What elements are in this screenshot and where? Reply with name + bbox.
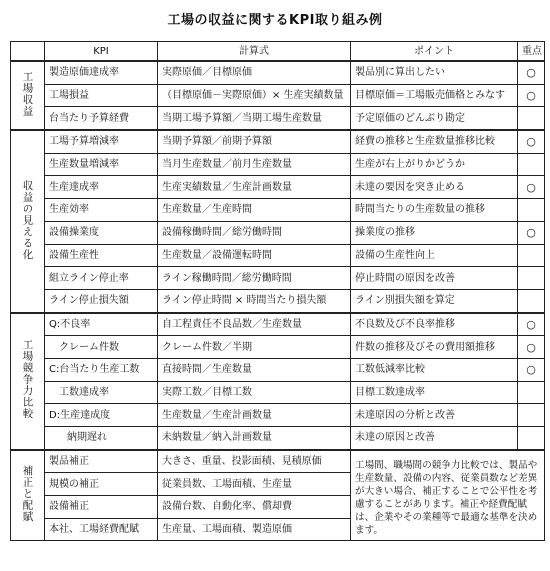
table-row — [11, 450, 545, 473]
priority-mark: ○ — [518, 358, 545, 381]
table-row — [11, 427, 545, 450]
table-row — [11, 289, 545, 312]
priority-mark — [518, 267, 545, 290]
section-competitiveness — [11, 313, 545, 450]
header-point: ポイント — [351, 42, 518, 62]
formula-cell: 従業員数、工場面積、生産量 — [158, 473, 351, 496]
formula-cell: クレーム件数／半期 — [158, 336, 351, 359]
priority-mark: ○ — [518, 221, 545, 244]
point-cell: 不良数及び不良率推移 — [351, 313, 518, 336]
formula-cell: 生産量、工場面積、製造原価 — [158, 518, 351, 541]
kpi-cell: 設備生産性 — [45, 244, 158, 267]
kpi-cell: 台当たり予算経費 — [45, 107, 158, 130]
kpi-cell: 生産達成率 — [45, 176, 158, 199]
priority-mark — [518, 199, 545, 222]
kpi-cell: クレーム件数 — [45, 336, 158, 359]
kpi-cell: 工場損益 — [45, 84, 158, 107]
table-row — [11, 176, 545, 199]
formula-cell: 自工程責任不良品数／生産数量 — [158, 313, 351, 336]
formula-cell: 当月生産数量／前月生産数量 — [158, 153, 351, 176]
kpi-cell: 工場予算増減率 — [45, 130, 158, 153]
formula-cell: 実際原価／目標原価 — [158, 61, 351, 84]
point-cell: 件数の推移及びその費用額推移 — [351, 336, 518, 359]
formula-cell: 設備台数、自動化率、償却費 — [158, 496, 351, 519]
kpi-table — [10, 41, 545, 541]
point-cell: 目標工数達成率 — [351, 381, 518, 404]
header-row — [11, 42, 545, 62]
table-row — [11, 267, 545, 290]
kpi-cell: 設備操業度 — [45, 221, 158, 244]
priority-mark — [518, 404, 545, 427]
table-row — [11, 199, 545, 222]
kpi-cell: 組立ライン停止率 — [45, 267, 158, 290]
kpi-cell: 製品補正 — [45, 450, 158, 473]
priority-mark — [518, 244, 545, 267]
priority-mark: ○ — [518, 84, 545, 107]
kpi-cell: 生産数量増減率 — [45, 153, 158, 176]
table-row — [11, 221, 545, 244]
kpi-cell: 製造原価達成率 — [45, 61, 158, 84]
kpi-cell: C:台当たり生産工数 — [45, 358, 158, 381]
kpi-cell: 納期遅れ — [45, 427, 158, 450]
priority-mark: ○ — [518, 61, 545, 84]
priority-mark — [518, 381, 545, 404]
formula-cell: 当期工場予算額／当期工場生産数量 — [158, 107, 351, 130]
formula-cell: （目標原価－実際原価）× 生産実績数量 — [158, 84, 351, 107]
table-row — [11, 130, 545, 153]
formula-cell: 直接時間／生産数量 — [158, 358, 351, 381]
table-row — [11, 107, 545, 130]
point-cell: 設備の生産性向上 — [351, 244, 518, 267]
point-cell: 停止時間の原因を改善 — [351, 267, 518, 290]
kpi-cell: 本社、工場経費配賦 — [45, 518, 158, 541]
table-row — [11, 84, 545, 107]
formula-cell: 実際工数／目標工数 — [158, 381, 351, 404]
kpi-cell: 生産効率 — [45, 199, 158, 222]
point-cell: 生産が右上がりかどうか — [351, 153, 518, 176]
section-factory-profit — [11, 61, 545, 130]
kpi-cell: 規模の補正 — [45, 473, 158, 496]
formula-cell: 生産数量／生産時間 — [158, 199, 351, 222]
formula-cell: 設備稼働時間／総労働時間 — [158, 221, 351, 244]
formula-cell: ライン停止時間 × 時間当たり損失額 — [158, 289, 351, 312]
formula-cell: 未納数量／納入計画数量 — [158, 427, 351, 450]
point-cell: 予定原価のどんぶり勘定 — [351, 107, 518, 130]
table-row — [11, 404, 545, 427]
point-cell: 経費の推移と生産数量推移比較 — [351, 130, 518, 153]
section-label: 工場収益 — [11, 61, 45, 130]
point-cell: ライン別損失額を算定 — [351, 289, 518, 312]
priority-mark: ○ — [518, 130, 545, 153]
point-cell: 時間当たりの生産数量の推移 — [351, 199, 518, 222]
point-cell: 製品別に算出したい — [351, 61, 518, 84]
kpi-cell: 工数達成率 — [45, 381, 158, 404]
table-row — [11, 381, 545, 404]
priority-mark — [518, 107, 545, 130]
header-formula: 計算式 — [158, 42, 351, 62]
point-cell: 未達の原因と改善 — [351, 427, 518, 450]
section-label: 収益の見える化 — [11, 130, 45, 313]
kpi-cell: Q:不良率 — [45, 313, 158, 336]
table-row — [11, 336, 545, 359]
kpi-cell: 設備補正 — [45, 496, 158, 519]
point-cell: 未達の要因を突き止める — [351, 176, 518, 199]
formula-cell: ライン稼働時間／総労働時間 — [158, 267, 351, 290]
page-title: 工場の収益に関するKPI取り組み例 — [167, 13, 383, 28]
header-kpi: KPI — [45, 42, 158, 62]
table-row — [11, 244, 545, 267]
formula-cell: 生産数量／設備運転時間 — [158, 244, 351, 267]
point-cell: 未達原因の分析と改善 — [351, 404, 518, 427]
formula-cell: 生産実績数量／生産計画数量 — [158, 176, 351, 199]
correction-note: 工場間、職場間の競争力比較では、製品や生産数量、設備の内容、従業員数など差異が大きい場合、補正することで公平性を考慮することがあります。補正や経費配賦は、企業やその業種等で最適な基準を決めます。 — [351, 450, 545, 541]
header-priority: 重点 — [518, 42, 545, 62]
point-cell: 目標原価＝工場販売価格とみなす — [351, 84, 518, 107]
section-correction — [11, 450, 545, 541]
section-visualization — [11, 130, 545, 313]
priority-mark — [518, 289, 545, 312]
priority-mark: ○ — [518, 176, 545, 199]
table-row — [11, 61, 545, 84]
header-section — [11, 42, 45, 62]
priority-mark: ○ — [518, 336, 545, 359]
kpi-cell: D:生産達成度 — [45, 404, 158, 427]
priority-mark — [518, 153, 545, 176]
priority-mark — [518, 427, 545, 450]
table-row — [11, 358, 545, 381]
table-row — [11, 153, 545, 176]
section-label: 工場競争力比較 — [11, 313, 45, 450]
kpi-cell: ライン停止損失額 — [45, 289, 158, 312]
priority-mark: ○ — [518, 313, 545, 336]
table-row — [11, 313, 545, 336]
formula-cell: 大きさ、重量、投影面積、見積原価 — [158, 450, 351, 473]
point-cell: 操業度の推移 — [351, 221, 518, 244]
section-label: 補正と配賦 — [11, 450, 45, 541]
formula-cell: 当期予算額／前期予算額 — [158, 130, 351, 153]
formula-cell: 生産数量／生産計画数量 — [158, 404, 351, 427]
point-cell: 工数低減率比較 — [351, 358, 518, 381]
